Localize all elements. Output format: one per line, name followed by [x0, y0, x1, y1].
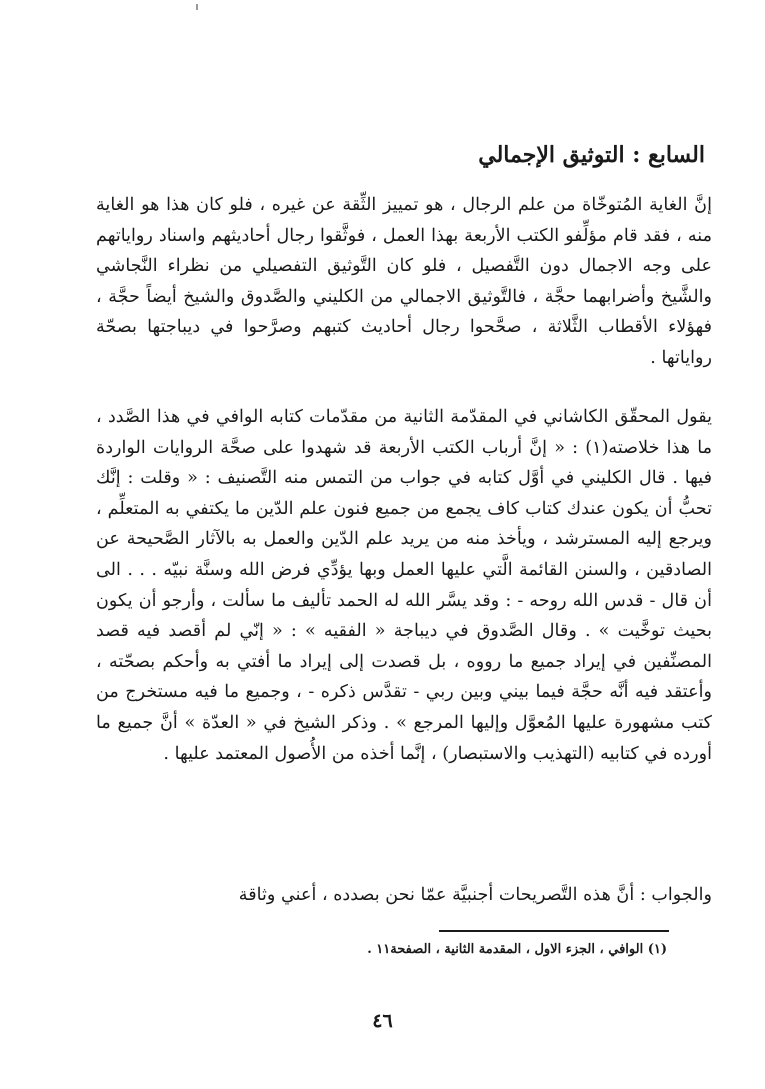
- paragraph-3: [96, 880, 712, 911]
- paragraph-1: [96, 190, 712, 374]
- section-heading: السابع : التوثيق الإجمالي: [478, 142, 705, 168]
- footnote-separator: [439, 930, 669, 932]
- footnote: (١) الوافي ، الجزء الاول ، المقدمة الثانية ، الصفحة١١ .: [367, 942, 667, 957]
- paragraph-2-text: يقول المحقّق الكاشاني في المقدّمة الثانية من مقدّمات كتابه الوافي في هذا الصَّدد ، ما هذا خلاصته(١) : « إنَّ أرباب الكتب الأربعة قد شهدوا على صحَّة الروايات الواردة فيها . قال الكليني في أوَّل كتابه في جواب من التمس منه التَّصنيف : « وقلت : إنَّك تحبُّ أن يكون عندك كتاب كاف يجمع من جميع فنون علم الدّين ما يكتفي به المتعلِّم ، ويرجع إليه المسترشد ، ويأخذ منه من يريد علم الدّين والعمل به بالآثار الصَّحيحة عن الصادقين ، والسنن القائمة الَّتي عليها العمل وبها يؤدِّي فرض الله وسنَّة نبيّه . . . الى أن قال - قدس الله روحه - : وقد يسَّر الله له الحمد تأليف ما سألت ، وأرجو أن يكون بحيث توخَّيت » . وقال الصَّدوق في ديباجة « الفقيه » : « إنّي لم أقصد فيه قصد المصنِّفين في إيراد جميع ما رووه ، بل قصدت إلى إيراد ما أفتي به وأحكم بصحّته ، وأعتقد فيه أنَّه حجَّة فيما بيني وبين ربي - تقدَّس ذكره - ، وجميع ما فيه مستخرج من كتب مشهورة عليها المُعوَّل وإليها المرجع » . وذكر الشيخ في « العدّة » أنَّ جميع ما أورده في كتابيه (التهذيب والاستبصار) ، إنَّما أخذه من الأُصول المعتمد عليها .: [96, 407, 712, 764]
- paragraph-3-text: والجواب : أنَّ هذه التَّصريحات أجنبيَّة عمّا نحن بصدده ، أعني وثاقة: [238, 885, 712, 905]
- page-number: ٤٦: [372, 1010, 393, 1032]
- scan-speck: [196, 4, 198, 10]
- paragraph-2: [96, 402, 712, 769]
- paragraph-1-text: إنَّ الغاية المُتوخّاة من علم الرجال ، هو تمييز الثِّقة عن غيره ، فلو كان هذا هو الغاية منه ، فقد قام مؤلِّفو الكتب الأربعة بهذا العمل ، فوثَّقوا رجال أحاديثهم واسناد رواياتهم على وجه الاجمال دون التَّفصيل ، فلو كان التَّوثيق التفصيلي من نظراء النَّجاشي والشَّيخ وأضرابهما حجَّة ، فالتَّوثيق الاجمالي من الكليني والصَّدوق والشيخ أيضاً حجَّة ، فهؤلاء الأقطاب الثَّلاثة ، صحَّحوا رجال أحاديث كتبهم وصرَّحوا في ديباجتها بصحّة رواياتها .: [96, 195, 712, 368]
